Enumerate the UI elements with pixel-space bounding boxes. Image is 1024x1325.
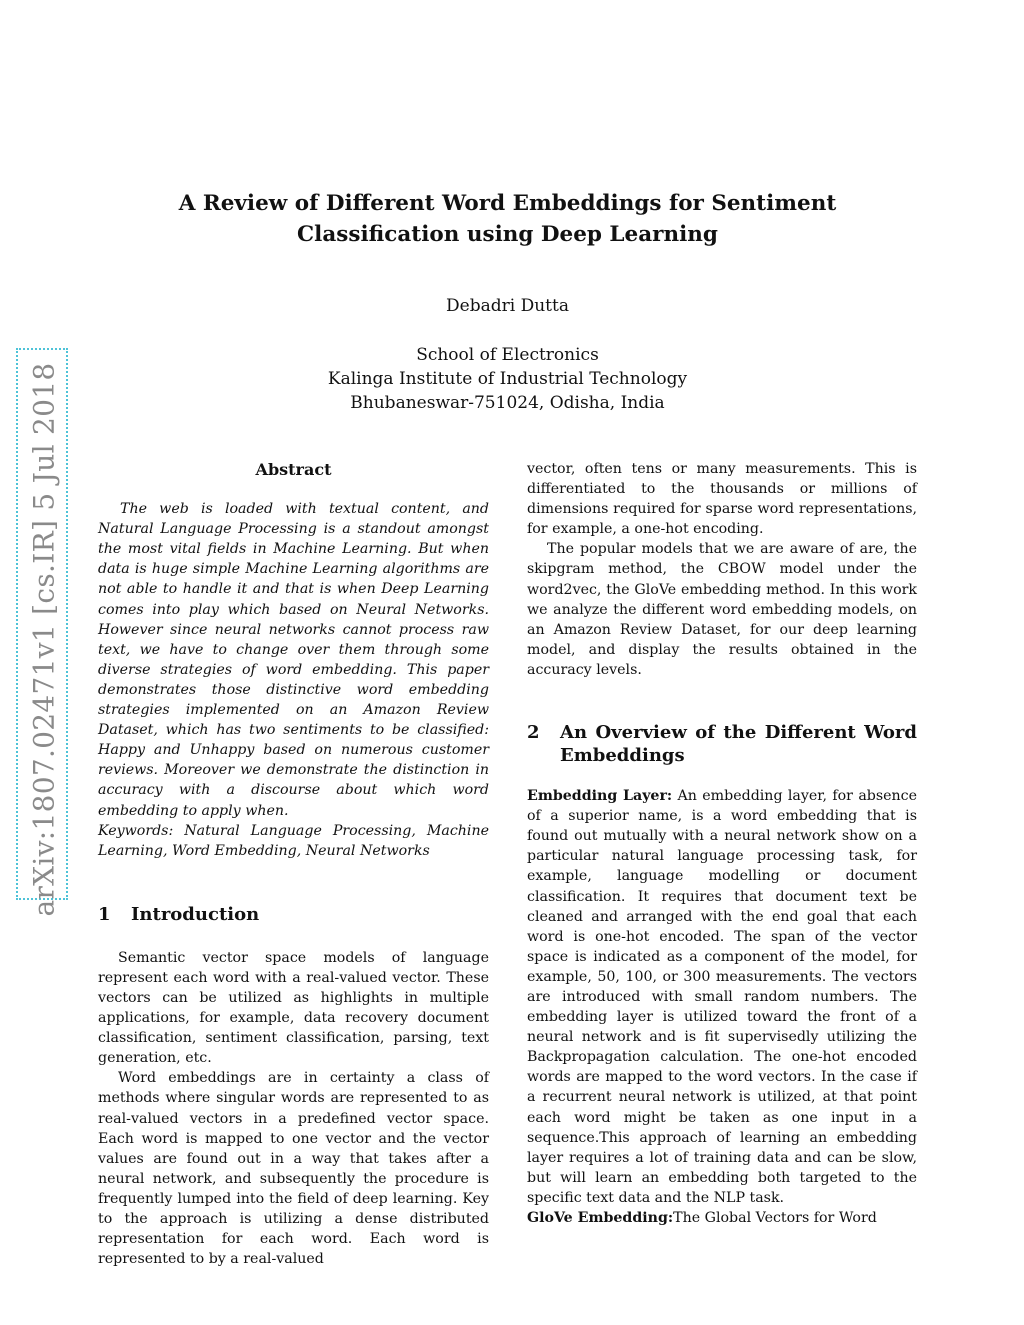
keywords: Keywords: Natural Language Processing, Machine Learning, Word Embedding, Neural Networks	[98, 822, 489, 859]
embedding-layer-lead: Embedding Layer:	[527, 788, 673, 805]
section-title: Introduction	[131, 903, 260, 925]
embedding-layer-text: An embedding layer, for absence of a superior name, is a word embedding that is found out mutually with a neural network show on a particular natural language processing task, for example, language modelling or document classification. It requires that document text be cleaned and arranged with the end goal that each word is one-hot encoded. The span of the vector space is indicated as a component of the model, for example, 50, 100, or 300 measurements. The vectors are introduced with small random numbers. The embedding layer is utilized toward the front of a neural network and is fit supervisedly utilizing the Backpropagation calculation. The one-hot encoded words are mapped to the word vectors. In the case if a recurrent neural network is utilized, at that point each word might be taken as one input in a sequence.This approach of learning an embedding layer requires a lot of training data and can be slow, but will learn an embedding both targeted to the specific text data and the NLP task.	[527, 788, 918, 1206]
author-affiliation	[95, 343, 920, 415]
intro-paragraph-2: Word embeddings are in certainty a class of methods where singular words are represented to as real-valued vectors in a predefined vector space. Each word is mapped to one vector and the vector values are found out in a way that takes after a neural network, and subsequently the procedure is frequently lumped into the field of deep learning. Key to the approach is utilizing a dense distributed representation for each word. Each word is represented to by a real-valued	[98, 1070, 489, 1268]
author-name: Debadri Dutta	[446, 296, 569, 316]
section-heading-overview	[527, 721, 917, 767]
embedding-layer-paragraph	[527, 786, 917, 1208]
intro-paragraph-1: Semantic vector space models of language represent each word with a real-valued vector. These vectors can be utilized as highlights in multiple applications, for example, data recovery document classification, sentiment classification, parsing, text generation, etc.	[98, 949, 489, 1067]
glove-lead: GloVe Embedding:	[527, 1210, 674, 1226]
section-number: 1	[98, 903, 111, 925]
affiliation-line-1: School of Electronics	[416, 345, 599, 365]
arxiv-stamp: arXiv:1807.02471v1 [cs.IR] 5 Jul 2018	[27, 362, 61, 917]
section-number: 2	[527, 722, 540, 744]
glove-text: The Global Vectors for Word	[673, 1210, 877, 1226]
section-title: An Overview of the Different Word Embeddings	[560, 722, 917, 767]
abstract-body	[98, 499, 489, 821]
glove-paragraph	[527, 1208, 917, 1228]
right-column	[527, 459, 917, 1228]
affiliation-line-2: Kalinga Institute of Industrial Technology	[327, 369, 688, 389]
paper-title: A Review of Different Word Embeddings for Sentiment Classification using Deep Learning	[178, 191, 837, 247]
abstract-heading: Abstract	[255, 460, 332, 479]
left-column	[98, 460, 489, 1269]
intro-paragraph-2-continued: vector, often tens or many measurements. This is differentiated to the thousands or millions of dimensions required for sparse word representations, for example, a one-hot encoding.	[527, 461, 917, 538]
intro-paragraph-3: The popular models that we are aware of are, the skipgram method, the CBOW model under the word2vec, the GloVe embedding method. In this work we analyze the different word embedding models, on an Amazon Review Dataset, for our deep learning model, and display the results obtained in the accuracy levels.	[527, 541, 917, 678]
abstract-text: The web is loaded with textual content, and Natural Language Processing is a standout amongst the most vital fields in Machine Learning. But when data is huge simple Machine Learning algorithms are not able to handle it and that is when Deep Learning comes into play which based on Neural Networks. However since neural networks cannot process raw text, we have to change over them through some diverse strategies of word embedding. This paper demonstrates those distinctive word embedding strategies implemented on an Amazon Review Dataset, which has two sentiments to be classified: Happy and Unhappy based on numerous customer reviews. Moreover we demonstrate the distinction in accuracy with a discourse about which word embedding to apply when.	[98, 501, 489, 819]
affiliation-line-3: Bhubaneswar-751024, Odisha, India	[350, 393, 665, 413]
section-heading-introduction	[98, 903, 489, 926]
